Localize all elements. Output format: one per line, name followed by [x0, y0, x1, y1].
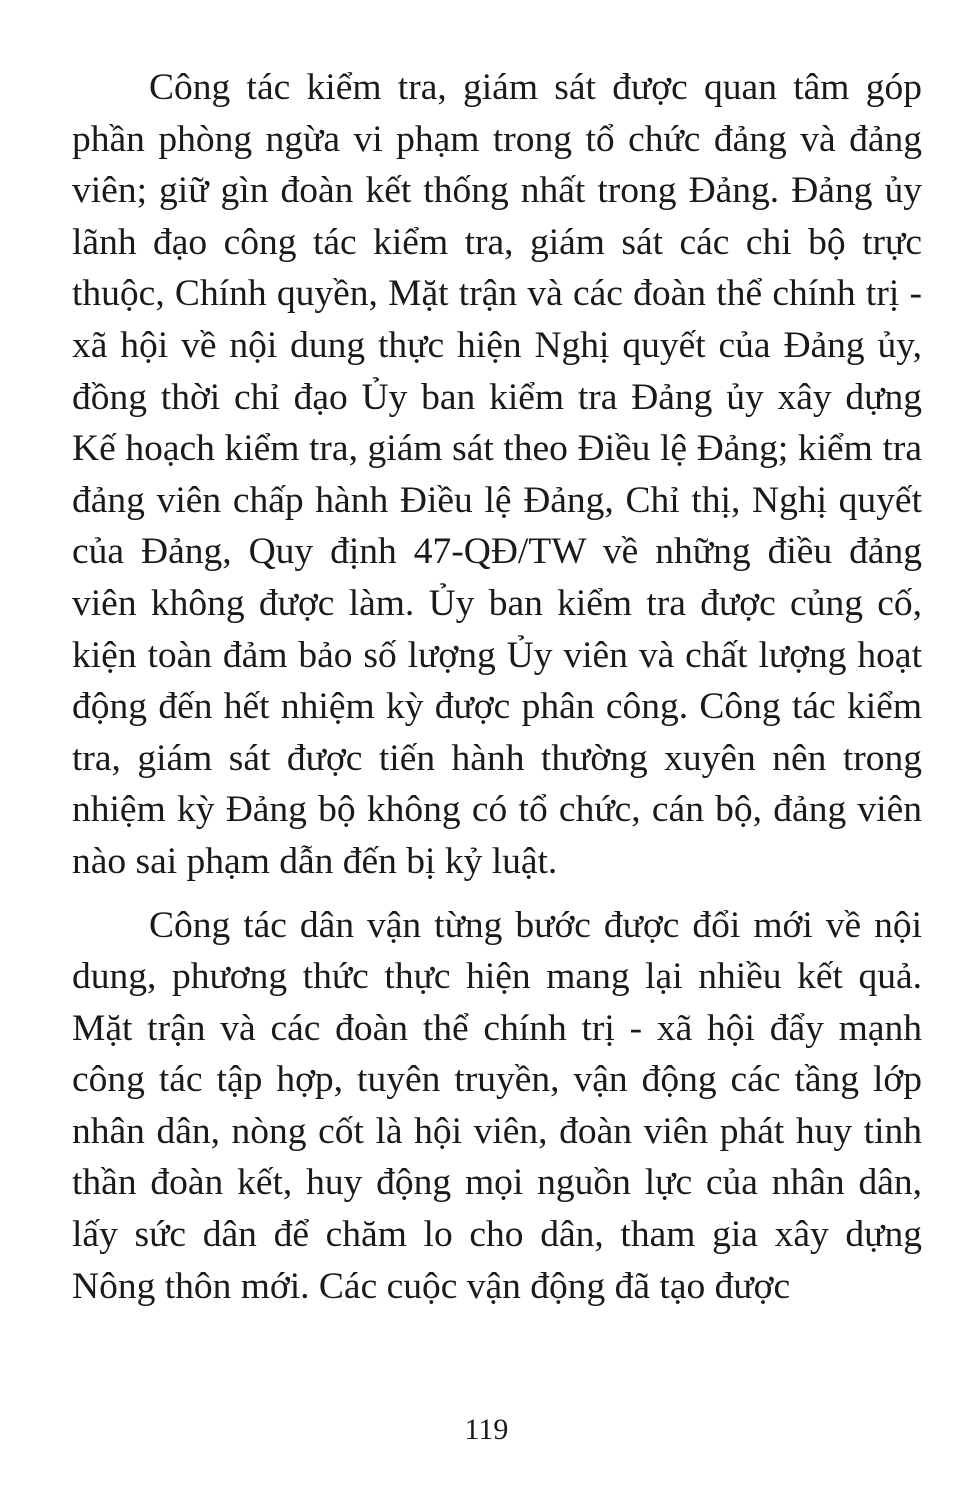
paragraph-inspection-supervision: Công tác kiểm tra, giám sát được quan tâm góp phần phòng ngừa vi phạm trong tổ chức đảng và đảng viên; giữ gìn đoàn kết thống nhất trong Đảng. Đảng ủy lãnh đạo công tác kiểm tra, giám sát các chi bộ trực thuộc, Chính quyền, Mặt trận và các đoàn thể chính trị - xã hội về nội dung thực hiện Nghị quyết của Đảng ủy, đồng thời chỉ đạo Ủy ban kiểm tra Đảng ủy xây dựng Kế hoạch kiểm tra, giám sát theo Điều lệ Đảng; kiểm tra đảng viên chấp hành Điều lệ Đảng, Chỉ thị, Nghị quyết của Đảng, Quy định 47-QĐ/TW về những điều đảng viên không được làm. Ủy ban kiểm tra được củng cố, kiện toàn đảm bảo số lượng Ủy viên và chất lượng hoạt động đến hết nhiệm kỳ được phân công. Công tác kiểm tra, giám sát được tiến hành thường xuyên nên trong nhiệm kỳ Đảng bộ không có tổ chức, cán bộ, đảng viên nào sai phạm dẫn đến bị kỷ luật. [72, 67, 922, 882]
page-number: 119 [464, 1413, 509, 1446]
paragraph-mass-mobilization: Công tác dân vận từng bước được đổi mới về nội dung, phương thức thực hiện mang lại nhiều kết quả. Mặt trận và các đoàn thể chính trị - xã hội đẩy mạnh công tác tập hợp, tuyên truyền, vận động các tầng lớp nhân dân, nòng cốt là hội viên, đoàn viên phát huy tinh thần đoàn kết, huy động mọi nguồn lực của nhân dân, lấy sức dân để chăm lo cho dân, tham gia xây dựng Nông thôn mới. Các cuộc vận động đã tạo được [72, 904, 922, 1307]
body-text [72, 62, 922, 1312]
